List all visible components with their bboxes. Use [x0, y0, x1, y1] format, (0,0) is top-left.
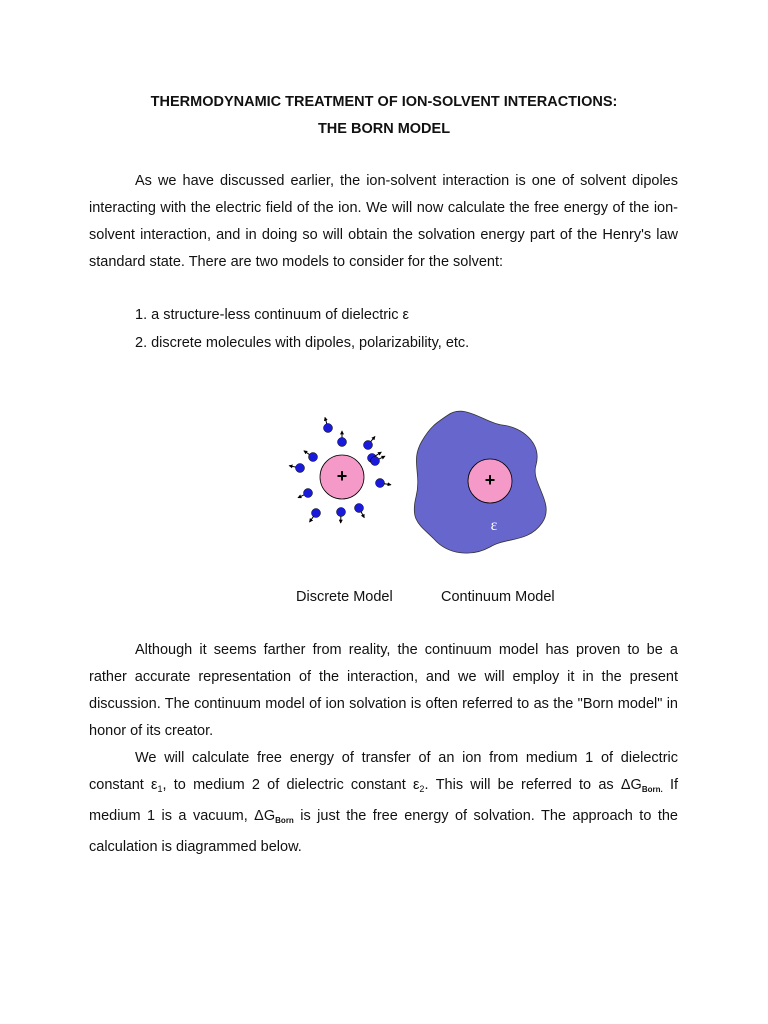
- discrete-ion-charge: +: [336, 466, 348, 486]
- dipole-molecule: [376, 479, 385, 488]
- continuum-discussion-paragraph: Although it seems farther from reality, the continuum model has proven to be a rather accurate representation of the interaction, and we will employ it in the present discussion. The continuum model of ion solvation is often referred to as the "Born model" in honor of its creator.: [89, 642, 678, 739]
- dipole-molecule: [371, 457, 380, 466]
- text-segment: . This will be referred to as ΔG: [424, 777, 642, 793]
- dipole-molecule: [324, 424, 333, 433]
- subscript-born: Born: [275, 816, 294, 825]
- solvation-models-figure: [280, 405, 580, 565]
- continuum-model: [414, 411, 546, 553]
- continuum-ion-charge: +: [484, 470, 496, 490]
- title-line-1: THERMODYNAMIC TREATMENT OF ION-SOLVENT INTERACTIONS:: [150, 94, 618, 110]
- title-line-2: THE BORN MODEL: [317, 121, 451, 137]
- subscript-one: 1: [157, 784, 163, 794]
- dipole-molecule: [337, 508, 346, 517]
- dipole-molecule: [296, 464, 305, 473]
- dipole-molecule: [355, 504, 364, 513]
- transfer-energy-paragraph: [89, 745, 678, 861]
- text-segment: If medium 1 is a vacuum, ΔG: [89, 777, 678, 824]
- text-segment: , to medium 2 of dielectric constant ε: [162, 777, 420, 793]
- list-item-discrete: 2. discrete molecules with dipoles, polarizability, etc.: [135, 335, 470, 351]
- subscript-two: 2: [419, 784, 425, 794]
- discrete-model: [289, 417, 391, 523]
- list-item-continuum: 1. a structure-less continuum of dielectric ε: [135, 307, 410, 323]
- subscript-born: Born.: [641, 785, 663, 794]
- dipole-molecule: [312, 509, 321, 518]
- dipole-molecule: [364, 441, 373, 450]
- text-segment: is just the free energy of solvation. The approach to the calculation is diagrammed below.: [89, 808, 678, 855]
- continuum-model-caption: Continuum Model: [441, 589, 555, 605]
- discrete-model-caption: Discrete Model: [296, 589, 393, 605]
- models-diagram: [280, 405, 580, 565]
- intro-paragraph: As we have discussed earlier, the ion-solvent interaction is one of solvent dipoles interacting with the electric field of the ion. We will now calculate the free energy of the ion-solvent interaction, and in doing so will obtain the solvation energy part of the Henry's law standard state. There are two models to consider for the solvent:: [89, 173, 678, 270]
- dipole-molecule: [304, 489, 313, 498]
- dipole-molecule: [338, 438, 347, 447]
- text-segment: We will calculate free energy of transfer of an ion from medium 1 of dielectric constant ε: [89, 750, 678, 793]
- dipole-molecule: [309, 453, 318, 462]
- epsilon-label: ε: [490, 517, 498, 534]
